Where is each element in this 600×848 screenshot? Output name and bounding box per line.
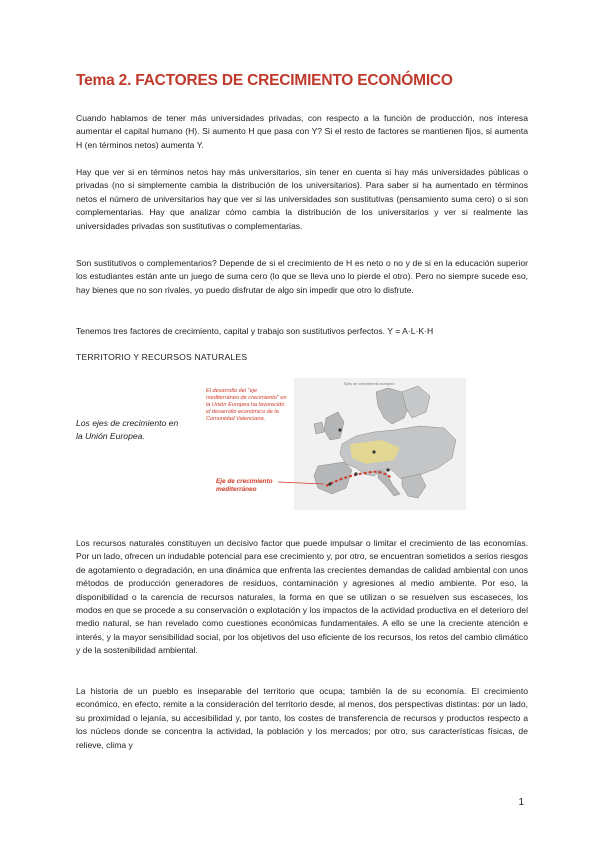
page-number: 1 <box>518 797 524 808</box>
paragraph-3: Son sustitutivos o complementarios? Depende de si el crecimiento de H es neto o no y de si en la educación superior los estudiantes están ante un juego de suma cero (lo que se lleva uno lo pierde el otro). Pero no siempre sucede eso, hay bienes que no son rivales, yo puedo disfrutar de algo sin impedir que otro lo disfrute. <box>76 258 528 295</box>
paragraph-2: Hay que ver si en términos netos hay más universitarios, sin tener en cuenta si hay más universidades públicas o privadas (no si simplemente cambia la distribución de los universitarios). Para saber si ha aumentado en términos netos el número de universitarios hay que ver si las universidades son sustitutivas (pensamiento suma cero) o si son complementarias. Hay que analizar cómo cambia la distribución de los universitarios y ver si realmente las universidades privadas son sustitutivas o complementarias. <box>76 167 528 231</box>
city-dot <box>386 468 389 471</box>
map-header: Ejes de crecimiento europeo <box>344 381 395 386</box>
ireland-shape <box>314 422 324 434</box>
city-dot <box>372 450 375 453</box>
city-dot <box>338 428 341 431</box>
map-note: El desarrollo del "eje mediterráneo de crecimiento" en la Unión Europea ha favorecido el desarrollo económico de la Comunidad Valenciana. <box>206 388 287 422</box>
city-dot <box>328 482 331 485</box>
paragraph-6: La historia de un pueblo es inseparable del territorio que ocupa; también la de su economía. El crecimiento económico, en efecto, remite a la consideración del territorio desde, al menos, dos perspectivas distintas: por un lado, su proximidad o lejanía, su accesibilidad y, por tanto, los costes de transferencia de recursos y productos respecto a los núcleos donde se concentra la actividad, la población y los mercados; por otro, sus características físicas, de relieve, clima y <box>76 686 528 750</box>
europe-growth-axis-map <box>206 378 466 510</box>
document-title: Tema 2. FACTORES DE CRECIMIENTO ECONÓMICO <box>76 72 453 89</box>
map-axis-label: Eje de crecimiento mediterráneo <box>216 478 273 493</box>
paragraph-5: Los recursos naturales constituyen un decisivo factor que puede impulsar o limitar el crecimiento de las economías. Por un lado, ofrecen un indudable potencial para ese crecimiento y, por otro, se encuentran sometidos a serios riesgos de agotamiento o degradación, en una dinámica que enfrenta las crecientes demandas de calidad ambiental con unos métodos de producción generadores de residuos, contaminación y agresiones al medio ambiente. Por eso, la disponibilidad o la carencia de recursos naturales, la forma en que se utilizan o se resuelven sus escaseces, los modos en que se procede a su conservación o explotación y los impactos de la actividad productiva en el deterioro del medio natural, se han revelado como cuestiones económicas fundamentales. A ello se une la creciente atención e interés, y la mayor sensibilidad social, por los objetivos del uso eficiente de los recursos, los retos del cambio climático y de la sostenibilidad ambiental. <box>76 538 528 656</box>
paragraph-4: Tenemos tres factores de crecimiento, capital y trabajo son sustitutivos perfectos. Y = A·L·K·H <box>76 326 434 336</box>
section-heading: TERRITORIO Y RECURSOS NATURALES <box>76 352 248 362</box>
paragraph-1: Cuando hablamos de tener más universidades privadas, con respecto a la función de producción, nos interesa aumentar el capital humano (H). Si aumento H que pasa con Y? Si el resto de factores se mantienen fijos, si aumenta H (en términos netos) aumenta Y. <box>76 113 528 150</box>
city-dot <box>354 472 357 475</box>
figure-caption: Los ejes de crecimiento en la Unión Europea. <box>76 418 179 441</box>
